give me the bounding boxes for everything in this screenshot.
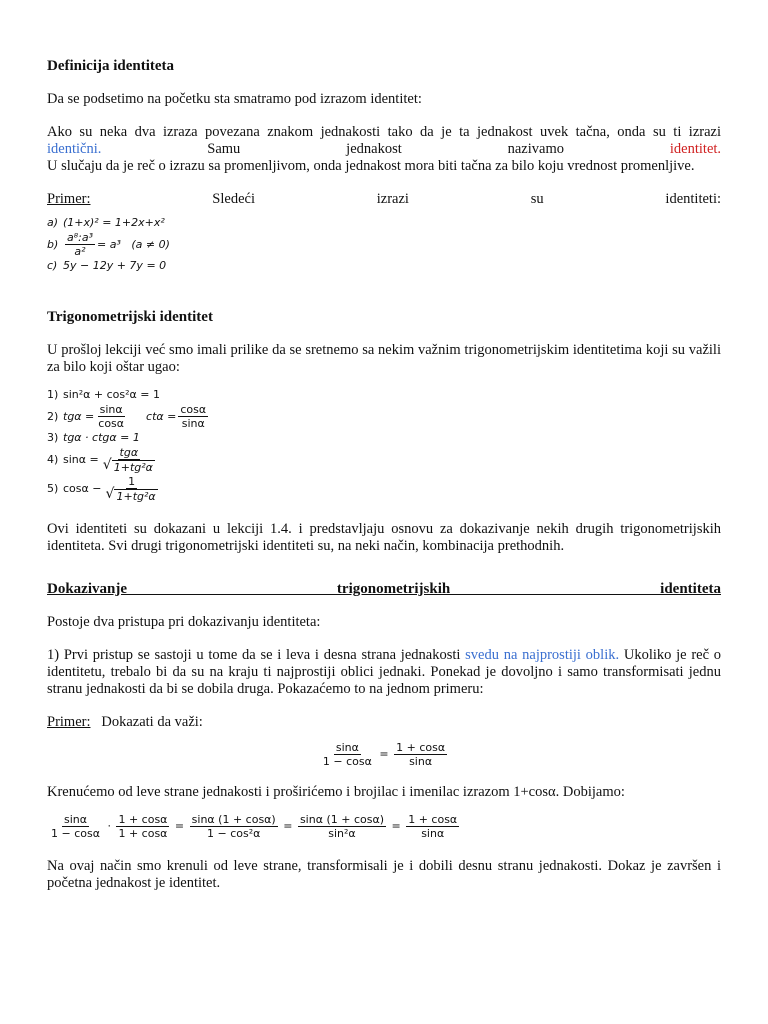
example-2-equation: $\frac{\sin\alpha}{1 - \cos\alpha}$ = $\frac{1 + \cos\alpha}{\sin\alpha}$	[322, 741, 446, 768]
formula-5-left: cosα −	[63, 482, 102, 495]
heading-definicija: Definicija identiteta	[47, 58, 175, 74]
formula-5-label: 5)	[47, 482, 59, 495]
eq-right-num: 1 + cosα	[396, 741, 446, 754]
example-2-label: Primer:	[47, 714, 91, 730]
formula-4-label: 4)	[47, 453, 59, 466]
approach-1-paragraph	[47, 647, 721, 698]
formula-2-left: tgα =	[63, 409, 95, 423]
formula-4-fraction	[101, 446, 157, 474]
formula-2-num-2: cosα	[180, 403, 207, 416]
chain-frac-2	[116, 813, 169, 840]
trig-outro: Ovi identiteti su dokazani u lekciji 1.4. i predstavljaju osnovu za dokazivanje nekih drugih trigonometrijskih identiteta. Svi drugi trigonometrijski identiteti su, na neki način, kombinacija prethodnih.	[47, 521, 721, 554]
chain-den-5: sinα	[421, 827, 445, 840]
document-page	[47, 58, 721, 892]
definition-line-2	[47, 141, 721, 158]
trig-formulas	[47, 388, 721, 503]
formula-2-label: 2)	[47, 409, 59, 423]
formula-4-den: √ 1+tg²α	[112, 460, 155, 474]
example-b-label: b)	[47, 237, 59, 251]
term-identitet: identitet.	[669, 141, 722, 157]
formula-2-num-1: sinα	[99, 403, 123, 416]
definition-text: Samu jednakost nazivamo	[207, 141, 564, 157]
chain-num-2: 1 + cosα	[118, 813, 168, 826]
eq-right-den: sinα	[409, 755, 433, 768]
chain-den-1: 1 − cosα	[51, 827, 100, 840]
chain-frac-5	[406, 813, 459, 840]
formula-2-fraction-2	[178, 403, 208, 430]
chain-num-5: 1 + cosα	[408, 813, 458, 826]
formula-5-fraction	[103, 475, 159, 503]
formula-2-den-2: sinα	[181, 417, 205, 430]
formula-4-num: tgα	[119, 446, 139, 459]
trig-intro: U prošloj lekciji već smo imali prilike da se sretnemo sa nekim važnim trigonometrijskim identitetima koji su važili za bilo koji oštar ugao:	[47, 342, 721, 375]
heading-dokazivanje: Dokazivanje trigonometrijskih identiteta	[47, 581, 721, 597]
eq-fraction-right	[394, 741, 447, 768]
conclusion-paragraph: Na ovaj način smo krenuli od leve strane, transformisali je i dobili desnu stranu jednakosti. Dokaz je završen i početna jednakost je identitet.	[47, 858, 721, 891]
chain-num-3: sinα (1 + cosα)	[191, 813, 276, 826]
formula-2-right: ctα =	[146, 409, 177, 423]
chain-frac-1	[49, 813, 102, 840]
examples-block	[47, 216, 721, 273]
heading-trigonometrijski: Trigonometrijski identitet	[47, 309, 213, 325]
example-c	[47, 259, 721, 273]
formula-5-den-wrap	[103, 489, 159, 503]
formula-2-fraction-1	[96, 403, 126, 430]
eq-left-num: sinα	[335, 741, 359, 754]
chain-num-1: sinα	[63, 813, 87, 826]
example-2-intro	[47, 714, 721, 731]
eq-fraction-left	[321, 741, 374, 768]
example-b-fraction	[65, 231, 95, 258]
term-identicni: identični.	[47, 141, 102, 157]
trig-formula-4	[47, 446, 721, 474]
trig-formula-3	[47, 431, 721, 445]
chain-frac-4	[298, 813, 386, 840]
formula-1-label: 1)	[47, 388, 59, 401]
step-paragraph: Krenućemo od leve strane jednakosti i proširićemo i brojilac i imenilac izrazom 1+cosα. Dobijamo:	[47, 784, 625, 800]
formula-4-den-wrap	[101, 460, 157, 474]
trig-formula-2	[47, 403, 721, 430]
chain-den-4: sin²α	[328, 827, 356, 840]
example-b-rest: = a³ (a ≠ 0)	[97, 237, 170, 251]
example-b-denominator: a²	[74, 245, 86, 258]
trig-formula-1	[47, 388, 721, 402]
example-c-label: c)	[47, 259, 58, 272]
formula-1: sin²α + cos²α = 1	[63, 388, 161, 401]
definition-variable: U slučaju da je reč o izrazu sa promenljivom, onda jednakost mora biti tačna za bilo koju vrednost promenljive.	[47, 158, 695, 174]
approach-1-highlight: svedu na najprostiji oblik.	[465, 647, 620, 663]
formula-5-den: √ 1+tg²α	[114, 489, 157, 503]
example-text: Sledeći izrazi su identiteti:	[212, 191, 722, 207]
formula-5-num: 1	[128, 475, 136, 488]
formula-3-label: 3)	[47, 431, 59, 444]
example-a	[47, 216, 721, 230]
approaches-intro: Postoje dva pristupa pri dokazivanju identiteta:	[47, 614, 321, 630]
approach-1-text-a: 1) Prvi pristup se sastoji u tome da se i leva i desna strana jednakosti	[47, 647, 461, 663]
chain-num-4: sinα (1 + cosα)	[299, 813, 384, 826]
example-label: Primer:	[47, 191, 91, 207]
approach-1-text-b: Ukoliko je reč o identitetu, trebalo bi da su na kraju ti najprostiji oblici jednaki. Ponekad je dovoljno i samo transformisati jednu stranu jednakosti da bi se dobila druga. Pokazaćemo to na jednom primeru:	[47, 647, 722, 697]
example-a-formula: (1+x)² = 1+2x+x²	[63, 216, 165, 229]
example-a-label: a)	[47, 216, 59, 229]
proof-chain: $\frac{\sin\alpha}{1 - \cos\alpha}$ · $\frac{1 + \cos\alpha}{1 + \cos\alpha}$ = $\frac{\sin\alpha (1 + \cos\alpha)}{\text{1 − cos²α}}$ = $\frac{\sin\alpha (1 + \cos\alpha)}{\text{sin²α}}$ = $\frac{1 + \cos\alpha}{\sin\alpha}$	[51, 813, 458, 840]
chain-frac-3	[190, 813, 278, 840]
formula-4-left: sinα =	[63, 453, 99, 466]
intro-paragraph: Da se podsetimo na početku sta smatramo pod izrazom identitet:	[47, 91, 422, 107]
definition-line-1: Ako su neka dva izraza povezana znakom jednakosti tako da je ta jednakost uvek tačna, onda su ti izrazi	[47, 124, 721, 140]
formula-2-den-1: cosα	[98, 417, 125, 430]
chain-den-2: 1 + cosα	[118, 827, 168, 840]
example-b	[47, 231, 721, 258]
example-2-text: Dokazati da važi:	[101, 714, 203, 730]
formula-3: tgα · ctgα = 1	[63, 431, 140, 444]
example-intro	[47, 191, 721, 208]
eq-left-den: 1 − cosα	[322, 755, 372, 768]
chain-den-3: 1 − cos²α	[206, 827, 261, 840]
example-b-numerator: a⁸:a³	[67, 231, 94, 244]
example-c-formula: 5y − 12y + 7y = 0	[63, 259, 167, 272]
trig-formula-5	[47, 475, 721, 503]
